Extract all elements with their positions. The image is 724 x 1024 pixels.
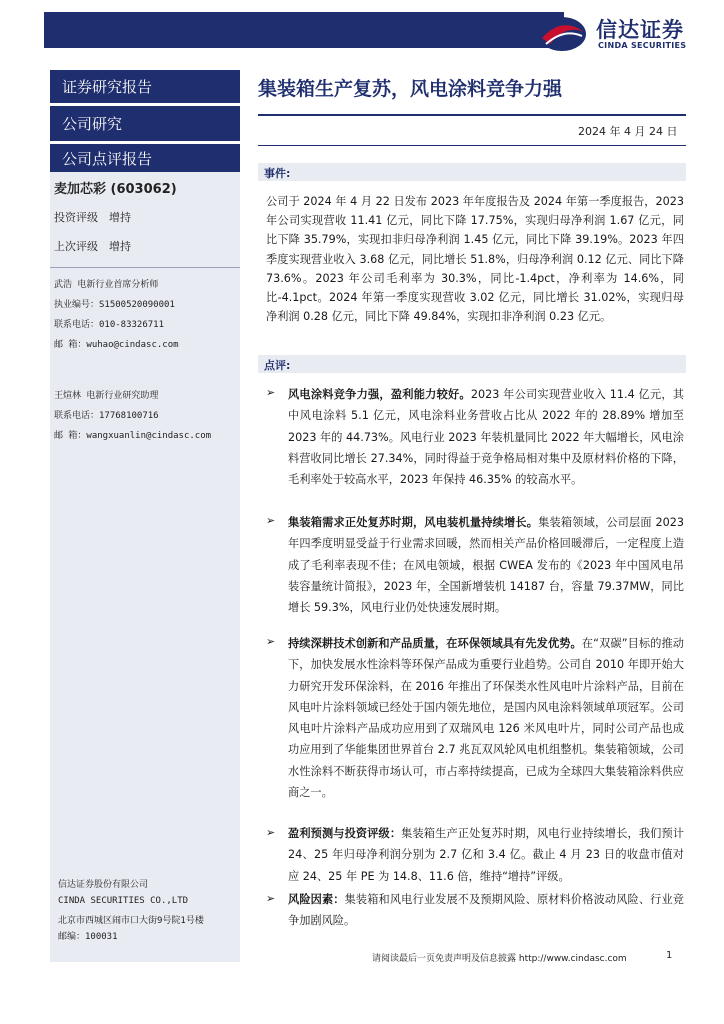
event-section-bar bbox=[258, 163, 686, 181]
analyst1-phone: 联系电话：010-83326711 bbox=[54, 320, 165, 330]
review-section-bar bbox=[258, 355, 686, 373]
cinda-logo-icon bbox=[536, 14, 588, 54]
page-number: 1 bbox=[666, 950, 673, 961]
analyst2-email: 邮 箱：wangxuanlin@cindasc.com bbox=[54, 431, 212, 441]
analyst1-license: 执业编号：S1500520090001 bbox=[54, 300, 175, 310]
company-info-address: 北京市西城区闹市口大街9号院1号楼 bbox=[58, 916, 204, 926]
prev-rating-value: 增持 bbox=[109, 240, 131, 253]
report-type-label: 证券研究报告 bbox=[50, 70, 240, 103]
company-name-code: 麦加芯彩 (603062) bbox=[54, 182, 177, 197]
rating-value: 增持 bbox=[109, 211, 131, 224]
company-info-name-cn: 信达证券股份有限公司 bbox=[58, 880, 149, 890]
bullet-arrow-icon: ➢ bbox=[266, 892, 276, 905]
disclaimer-text: 请阅读最后一页免责声明及信息披露 bbox=[372, 954, 517, 964]
review-label: 点评: bbox=[264, 359, 291, 372]
sidebar-panel bbox=[50, 172, 240, 962]
bullet-item bbox=[288, 889, 684, 932]
bullet-item bbox=[288, 823, 684, 887]
brand-name-en: CINDA SECURITIES bbox=[598, 41, 687, 50]
header-bar bbox=[44, 12, 564, 48]
brand-name-cn: 信达证券 bbox=[596, 18, 684, 42]
bullet-arrow-icon: ➢ bbox=[266, 826, 276, 839]
report-date: 2024 年 4 月 24 日 bbox=[578, 125, 678, 138]
event-label: 事件: bbox=[264, 167, 291, 180]
sidebar-divider bbox=[50, 267, 240, 268]
company-info-postcode: 邮编：100031 bbox=[58, 932, 118, 942]
rating-label: 投资评级 bbox=[54, 211, 98, 224]
bullet-heading: 持续深耕技术创新和产品质量，在环保领域具有先发优势。 bbox=[288, 637, 582, 650]
bullet-text: 2023 年公司实现营业收入 11.4 亿元，其中风电涂料 5.1 亿元，风电涂料业务营收占比从 2022 年的 28.89% 增加至 2023 年的 44.73%。风电行业 2023 年装机量同比 2022 年大幅增长，风电涂料营收同比增长 27.34%，同时得益于竞争格局相对集中及原材料价格的下降，毛利率处于较高水平，2023 年保持 46.35% 的较高水平。 bbox=[288, 388, 684, 487]
prev-rating-label: 上次评级 bbox=[54, 240, 98, 253]
bullet-arrow-icon: ➢ bbox=[266, 386, 276, 399]
subcategory-label: 公司点评报告 bbox=[50, 144, 240, 172]
footer-disclaimer bbox=[372, 951, 627, 964]
bullet-heading: 风电涂料竞争力强，盈利能力较好。 bbox=[288, 388, 471, 401]
bullet-item bbox=[288, 512, 684, 618]
bullet-item bbox=[288, 384, 684, 490]
bullet-arrow-icon: ➢ bbox=[266, 514, 276, 527]
analyst1-email: 邮 箱：wuhao@cindasc.com bbox=[54, 340, 179, 350]
company-info-name-en: CINDA SECURITIES CO.,LTD bbox=[58, 896, 189, 906]
bullet-item bbox=[288, 633, 684, 803]
analyst2-title: 王煊林 电新行业研究助理 bbox=[54, 391, 159, 401]
analyst1-title: 武浩 电新行业首席分析师 bbox=[54, 280, 159, 290]
bullet-text: 集装箱领域，公司层面 2023 年四季度明显受益于行业需求回暖，然而相关产品价格回暖滞后，一定程度上造成了毛利率表现不佳；在风电领域，根据 CWEA 发布的《2023 年中国风电吊装容量统计简报》，2023 年，全国新增装机 14187 台，容量 79.37MW，同比增长 59.3%，风电行业仍处快速发展时期。 bbox=[288, 516, 684, 615]
bullet-text: 在“双碳”目标的推动下，加快发展水性涂料等环保产品成为重要行业趋势。公司自 2010 年即开始大力研究开发环保涂料，在 2016 年推出了环保类水性风电叶片涂料产品，目前在风电叶片涂料领域已经处于国内领先地位，是国内风电涂料领域单项冠军。公司风电叶片涂料产品成功应用到了双瑞风电 126 米风电叶片，同时公司产品也成功应用到了华能集团世界首台 2.7 兆瓦双风轮风电机组整机。集装箱领域，公司水性涂料不断获得市场认可，市占率持续提高，已成为全球四大集装箱涂料供应商之一。 bbox=[288, 637, 684, 800]
bullet-text: 集装箱和风电行业发展不及预期风险、原材料价格波动风险、行业竞争加剧风险。 bbox=[288, 893, 684, 928]
bullet-heading: 盈利预测与投资评级： bbox=[288, 827, 402, 840]
event-paragraph: 公司于 2024 年 4 月 22 日发布 2023 年年度报告及 2024 年第一季度报告，2023 年公司实现营收 11.41 亿元，同比下降 17.75%，实现归母净利润 1.67 亿元，同比下降 35.79%，实现扣非归母净利润 1.45 亿元，同比下降 39.19%。2023 年四季度实现营业收入 3.68 亿元，同比增长 51.8%，归母净利润 0.12 亿元、同比下降 73.6%。2023 年公司毛利率为 30.3%，同比-1.4pct，净利率为 14.6%，同比-4.1pct。2024 年第一季度实现营收 3.02 亿元，同比增长 31.02%，实现归母净利润 0.28 亿元，同比下降 49.84%，实现扣非净利润 0.23 亿元。 bbox=[266, 195, 684, 324]
date-divider bbox=[258, 145, 686, 146]
website-link[interactable]: http://www.cindasc.com bbox=[518, 954, 627, 964]
bullet-heading: 风险因素： bbox=[288, 893, 345, 906]
title-divider bbox=[258, 114, 686, 116]
report-title: 集装箱生产复苏，风电涂料竞争力强 bbox=[258, 78, 563, 100]
bullet-arrow-icon: ➢ bbox=[266, 635, 276, 648]
analyst2-phone: 联系电话：17768100716 bbox=[54, 411, 159, 421]
bullet-heading: 集装箱需求正处复苏时期，风电装机量持续增长。 bbox=[288, 516, 539, 529]
category-label: 公司研究 bbox=[50, 106, 240, 141]
bullet-text: 集装箱生产正处复苏时期，风电行业持续增长，我们预计 24、25 年归母净利润分别为 2.7 亿和 3.4 亿。截止 4 月 23 日的收盘市值对应 24、25 年 PE 为 14.8、11.6 倍，维持“增持”评级。 bbox=[288, 827, 684, 883]
